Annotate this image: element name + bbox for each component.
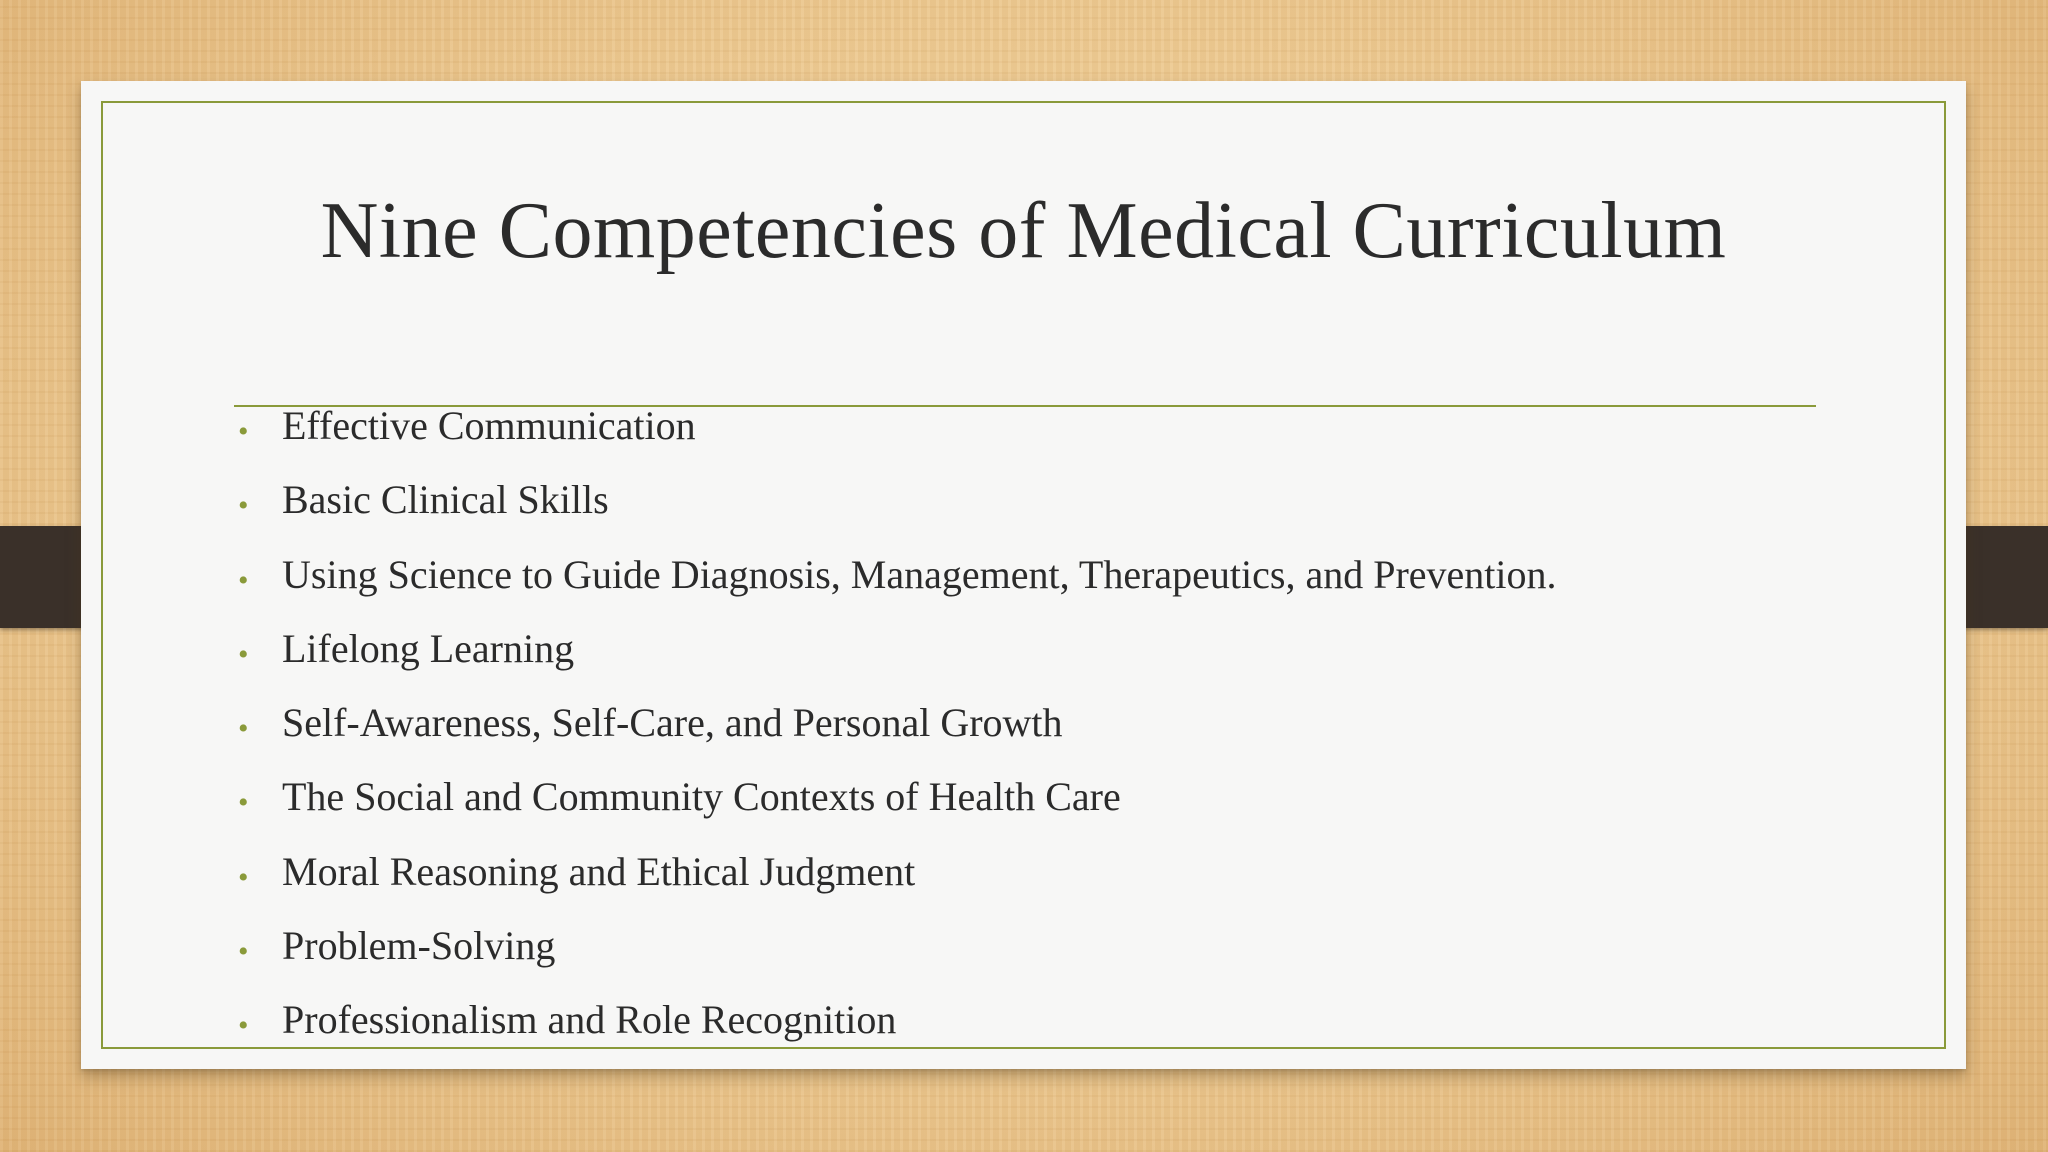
list-item-text: The Social and Community Contexts of Health Care xyxy=(282,774,1121,820)
bullet-icon: • xyxy=(238,563,249,597)
bullet-icon: • xyxy=(238,489,249,523)
bullet-icon: • xyxy=(238,860,249,894)
list-item-text: Moral Reasoning and Ethical Judgment xyxy=(282,848,916,894)
list-item-text: Using Science to Guide Diagnosis, Management, Therapeutics, and Prevention. xyxy=(282,551,1557,597)
slide-title: Nine Competencies of Medical Curriculum xyxy=(320,187,1727,275)
bullet-icon: • xyxy=(238,786,249,820)
bullet-icon: • xyxy=(238,1009,249,1043)
list-item-text: Lifelong Learning xyxy=(282,625,575,671)
bullet-icon: • xyxy=(238,637,249,671)
bullet-icon: • xyxy=(238,415,249,448)
list-item-text: Self-Awareness, Self-Care, and Personal Growth xyxy=(282,700,1063,746)
list-item-text: Problem-Solving xyxy=(282,923,556,969)
list-item-text: Effective Communication xyxy=(282,403,696,448)
bullet-icon: • xyxy=(238,712,249,746)
slide-card xyxy=(81,81,1966,1069)
list-item-text: Basic Clinical Skills xyxy=(282,477,609,523)
bullet-icon: • xyxy=(238,935,249,969)
list-item-text: Professionalism and Role Recognition xyxy=(282,997,897,1043)
